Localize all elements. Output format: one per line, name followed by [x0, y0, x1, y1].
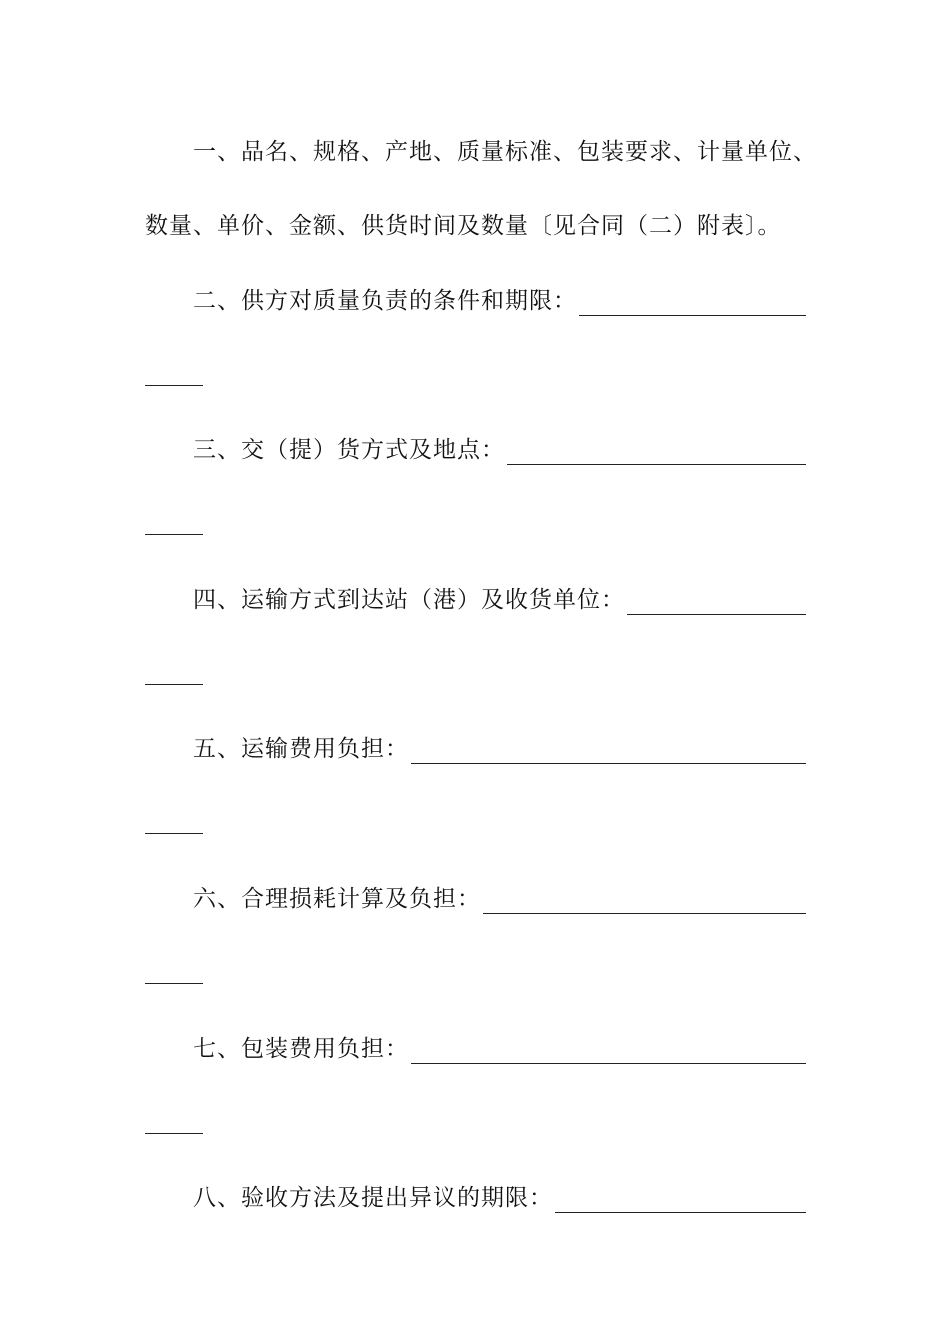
clause-3-label: 三、交（提）货方式及地点：	[193, 437, 505, 463]
clause-7-label: 七、包装费用负担：	[193, 1036, 409, 1062]
clause-5-fill-blank[interactable]	[411, 743, 806, 764]
clause-8-fill-blank[interactable]	[555, 1192, 806, 1213]
clause-2-continuation-blank[interactable]	[145, 385, 203, 386]
clause-1-line-1: 一、品名、规格、产地、质量标准、包装要求、计量单位、	[193, 139, 817, 165]
clause-3	[193, 435, 806, 465]
clause-4-label: 四、运输方式到达站（港）及收货单位：	[193, 587, 625, 613]
clause-7-continuation-blank[interactable]	[145, 1133, 203, 1134]
clause-3-continuation-blank[interactable]	[145, 534, 203, 535]
clause-6-fill-blank[interactable]	[483, 893, 806, 914]
clause-5-label: 五、运输费用负担：	[193, 736, 409, 762]
clause-8-label: 八、验收方法及提出异议的期限：	[193, 1185, 553, 1211]
clause-7-fill-blank[interactable]	[411, 1043, 806, 1064]
clause-5	[193, 734, 806, 764]
clause-7	[193, 1034, 806, 1064]
clause-4-continuation-blank[interactable]	[145, 684, 203, 685]
clause-2	[193, 286, 806, 316]
clause-5-continuation-blank[interactable]	[145, 833, 203, 834]
clause-4-fill-blank[interactable]	[627, 594, 806, 615]
clause-8	[193, 1183, 806, 1213]
clause-2-fill-blank[interactable]	[579, 295, 806, 316]
clause-1-line-2: 数量、单价、金额、供货时间及数量〔见合同（二）附表〕。	[145, 213, 782, 239]
clause-3-fill-blank[interactable]	[507, 444, 806, 465]
clause-6-label: 六、合理损耗计算及负担：	[193, 886, 481, 912]
clause-4	[193, 585, 806, 615]
clause-6	[193, 884, 806, 914]
clause-2-label: 二、供方对质量负责的条件和期限：	[193, 288, 577, 314]
clause-6-continuation-blank[interactable]	[145, 983, 203, 984]
